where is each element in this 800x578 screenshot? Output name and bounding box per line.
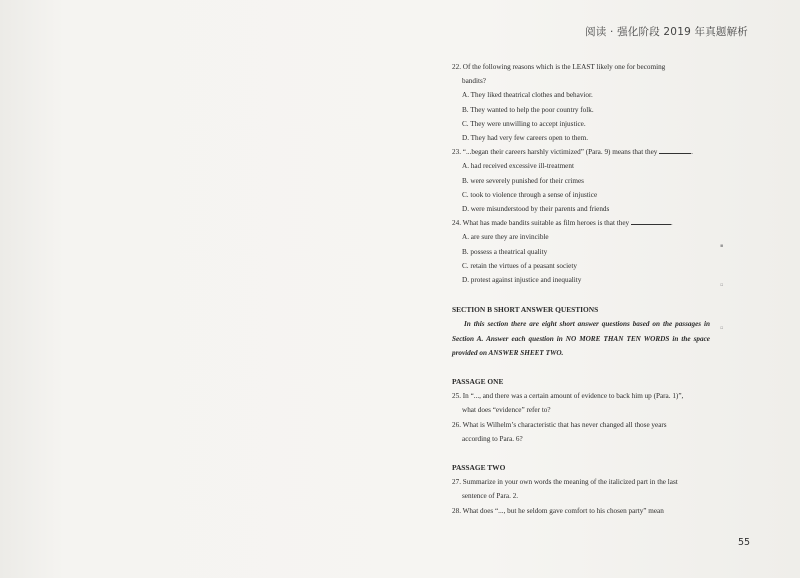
stem-continuation: according to Para. 6? — [462, 434, 523, 443]
margin-mark: ▫ — [720, 282, 724, 288]
stem-text: 23. “...began their careers harshly victimized” (Para. 9) means that they — [452, 148, 658, 157]
page-content — [452, 60, 710, 518]
stem-continuation: what does “evidence” refer to? — [462, 406, 551, 415]
question-24 — [452, 216, 710, 287]
answer-blank — [659, 146, 691, 154]
passage-one-title: PASSAGE ONE — [452, 377, 504, 387]
option-c: C. retain the virtues of a peasant society — [462, 261, 577, 270]
section-b-instructions: In this section there are eight short answer questions based on the passages in Section A. Answer each question in NO MORE THAN TEN WORDS in the space provided on ANSWER SHEET TWO. — [452, 320, 710, 357]
option-c: C. took to violence through a sense of injustice — [462, 190, 598, 199]
question-stem: 23. “...began their careers harshly victimized” (Para. 9) means that they . — [452, 148, 693, 157]
page-header: 阅读 · 强化阶段 2019 年真题解析 — [585, 26, 748, 38]
stem-continuation: bandits? — [462, 77, 486, 86]
section-b-title: SECTION B SHORT ANSWER QUESTIONS — [452, 305, 599, 315]
option-a: A. They liked theatrical clothes and behavior. — [462, 91, 593, 100]
stem-text: 27. Summarize in your own words the meaning of the italicized part in the last — [452, 478, 678, 487]
question-27 — [452, 475, 710, 503]
passage-two-title: PASSAGE TWO — [452, 463, 506, 473]
option-a: A. had received excessive ill-treatment — [462, 162, 574, 171]
option-b: B. were severely punished for their crimes — [462, 176, 584, 185]
question-25 — [452, 389, 710, 417]
question-28: 28. What does “..., but he seldom gave comfort to his chosen party” mean — [452, 506, 664, 515]
option-a: A. are sure they are invincible — [462, 233, 549, 242]
margin-mark: ▪ — [720, 243, 724, 249]
stem-text: 24. What has made bandits suitable as film heroes is that they — [452, 219, 630, 228]
question-23 — [452, 145, 710, 216]
margin-mark: ▫ — [720, 325, 724, 331]
page-number: 55 — [738, 537, 751, 548]
option-d: D. They had very few careers open to them. — [462, 134, 588, 143]
option-b: B. possess a theatrical quality — [462, 247, 548, 256]
question-stem: 24. What has made bandits suitable as film heroes is that they . — [452, 219, 673, 228]
option-d: D. protest against injustice and inequality — [462, 276, 582, 285]
option-c: C. They were unwilling to accept injustice. — [462, 119, 586, 128]
question-26 — [452, 418, 710, 446]
stem-continuation: sentence of Para. 2. — [462, 492, 519, 501]
question-stem — [452, 60, 710, 88]
stem-text: 25. In “..., and there was a certain amount of evidence to back him up (Para. 1)”, — [452, 392, 684, 401]
option-d: D. were misunderstood by their parents and friends — [462, 205, 610, 214]
stem-text: 22. Of the following reasons which is the LEAST likely one for becoming — [452, 63, 666, 71]
stem-text: 26. What is Wilhelm’s characteristic that has never changed all those years — [452, 420, 667, 429]
option-b: B. They wanted to help the poor country folk. — [462, 105, 594, 114]
question-22 — [452, 60, 710, 145]
answer-blank — [631, 217, 671, 225]
